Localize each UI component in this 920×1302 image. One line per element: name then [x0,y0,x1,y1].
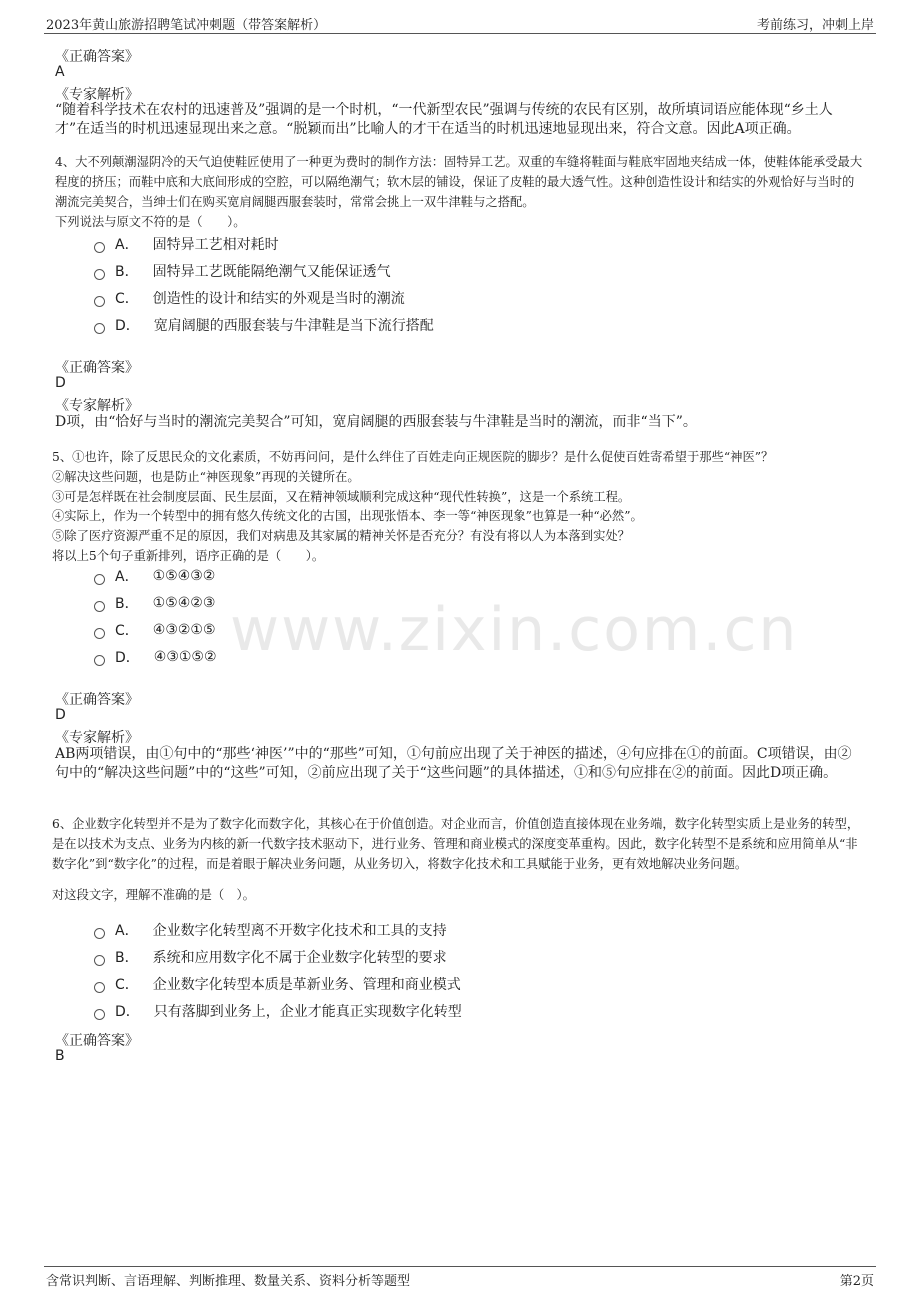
q4-answer: D [55,375,66,391]
q5-answer-label: 《正确答案》 [55,692,139,708]
footer-description: 含常识判断、言语理解、判断推理、数量关系、资料分析等题型 [46,1274,411,1289]
q4-option-c[interactable] [94,288,405,308]
q3-analysis-label: 《专家解析》 [55,87,139,103]
q4-question: 下列说法与原文不符的是（ ）。 [55,215,246,229]
footer-divider [44,1266,876,1267]
q6-answer: B [55,1048,65,1064]
header-slogan: 考前练习，冲刺上岸 [756,18,874,33]
q5-line-3: ③可是怎样既在社会制度层面、民生层面，又在精神领域顺利完成这种“现代性转换”，这是一个系统工程。 [52,490,631,504]
q5-line-5: ⑤除了医疗资源严重不足的原因，我们对病患及其家属的精神关怀是否充分？有没有将以人为本落到实处？ [52,529,630,543]
option-letter: B． [115,950,139,966]
option-text: 宽肩阔腿的西服套装与牛津鞋是当下流行搭配 [153,318,434,334]
q4-answer-label: 《正确答案》 [55,360,139,376]
option-text: ①⑤④②③ [152,595,216,611]
option-text: 企业数字化转型离不开数字化技术和工具的支持 [152,923,447,939]
radio-icon[interactable] [94,574,105,585]
q4-analysis: D项，由“恰好与当时的潮流完美契合”可知，宽肩阔腿的西服套装与牛津鞋是当时的潮流，而非“当下”。 [55,414,697,430]
radio-icon[interactable] [94,601,105,612]
q4-option-b[interactable] [94,261,391,281]
q5-question: 将以上5个句子重新排列，语序正确的是（ ）。 [52,549,325,563]
radio-icon[interactable] [94,655,105,666]
q4-analysis-label: 《专家解析》 [55,398,139,414]
q4-option-d[interactable] [94,315,434,335]
radio-icon[interactable] [94,628,105,639]
option-text: 固特异工艺相对耗时 [152,237,279,253]
q5-analysis-label: 《专家解析》 [55,730,139,746]
q4-option-a[interactable] [94,234,279,254]
q3-answer-label: 《正确答案》 [55,49,139,65]
option-letter: C． [115,623,139,639]
q5-answer: D [55,707,66,723]
radio-icon[interactable] [94,242,105,253]
watermark: www.zixin.com.cn [230,595,799,665]
option-letter: B． [115,264,139,280]
q5-option-d[interactable] [94,647,217,667]
option-text: 固特异工艺既能隔绝潮气又能保证透气 [152,264,391,280]
option-letter: C． [115,291,139,307]
option-letter: B． [115,596,139,612]
option-text: 只有落脚到业务上，企业才能真正实现数字化转型 [153,1004,462,1020]
q4-stem: 4、大不列颠潮湿阴冷的天气迫使鞋匠使用了一种更为费时的制作方法：固特异工艺。双重的车缝将鞋面与鞋底牢固地夹结成一体，使鞋体能承受最大程度的挤压；而鞋中底和大底间形成的空腔，可以隔绝潮气；软木层的铺设，保证了皮鞋的最大透气性。这种创造性设计和结实的外观恰好与当时的潮流完美契合，当绅士们在购买宽肩阔腿西服套装时，常常会挑上一双牛津鞋与之搭配。 [55,155,863,209]
option-text: ④③①⑤② [153,649,217,665]
q5-line-4: ④实际上，作为一个转型中的拥有悠久传统文化的古国，出现张悟本、李一等“神医现象”也算是一种“必然”。 [52,509,643,523]
option-letter: A． [115,923,139,939]
q6-answer-label: 《正确答案》 [55,1033,139,1049]
q3-analysis: “随着科学技术在农村的迅速普及”强调的是一个时机，“一代新型农民”强调与传统的农民有区别，故所填词语应能体现“乡土人才”在适当的时机迅速显现出来之意。“脱颖而出”比喻人的才干在适当的时机迅速地显现出来，符合文意。因此A项正确。 [55,102,833,137]
radio-icon[interactable] [94,296,105,307]
page-number: 第2页 [839,1274,874,1289]
q5-analysis: AB两项错误，由①句中的“那些‘神医’”中的“那些”可知，①句前应出现了关于神医的描述，④句应排在①的前面。C项错误，由②句中的“解决这些问题”中的“这些”可知，②前应出现了关于“这些问题”的具体描述，①和⑤句应排在②的前面。因此D项正确。 [55,746,852,781]
q5-line-2: ②解决这些问题，也是防止“神医现象”再现的关键所在。 [52,470,360,484]
option-text: ①⑤④③② [152,568,216,584]
option-letter: A． [115,569,139,585]
q6-option-b[interactable] [94,947,447,967]
radio-icon[interactable] [94,269,105,280]
option-letter: D． [115,1004,140,1020]
option-text: 系统和应用数字化不属于企业数字化转型的要求 [152,950,447,966]
q6-question: 对这段文字，理解不准确的是（ ）。 [52,888,255,902]
radio-icon[interactable] [94,982,105,993]
document-title: 2023年黄山旅游招聘笔试冲刺题（带答案解析） [46,18,327,33]
q5-option-c[interactable] [94,620,216,640]
q6-option-c[interactable] [94,974,461,994]
q5-option-a[interactable] [94,566,215,586]
radio-icon[interactable] [94,1009,105,1020]
q6-stem: 6、企业数字化转型并不是为了数字化而数字化，其核心在于价值创造。对企业而言，价值创造直接体现在业务端，数字化转型实质上是业务的转型，是在以技术为支点、业务为内核的新一代数字技术驱动下，进行业务、管理和商业模式的深度变革重构。因此，数字化转型不是系统和应用简单从“非数字化”到“数字化”的过程，而是着眼于解决业务问题，从业务切入，将数字化技术和工具赋能于业务，更有效地解决业务问题。 [52,817,860,871]
option-text: ④③②①⑤ [152,622,216,638]
option-text: 创造性的设计和结实的外观是当时的潮流 [152,291,405,307]
radio-icon[interactable] [94,323,105,334]
q3-answer: A [55,64,65,80]
option-letter: C． [115,977,139,993]
q6-option-d[interactable] [94,1001,462,1021]
header-divider [44,33,876,34]
option-text: 企业数字化转型本质是革新业务、管理和商业模式 [152,977,461,993]
option-letter: D． [115,650,140,666]
q5-line-1: 5、①也许，除了反思民众的文化素质，不妨再问问，是什么绊住了百姓走向正规医院的脚步？是什么促使百姓寄希望于那些“神医”？ [52,450,774,464]
option-letter: D． [115,318,140,334]
radio-icon[interactable] [94,928,105,939]
option-letter: A． [115,237,139,253]
q5-option-b[interactable] [94,593,215,613]
q6-option-a[interactable] [94,920,447,940]
radio-icon[interactable] [94,955,105,966]
